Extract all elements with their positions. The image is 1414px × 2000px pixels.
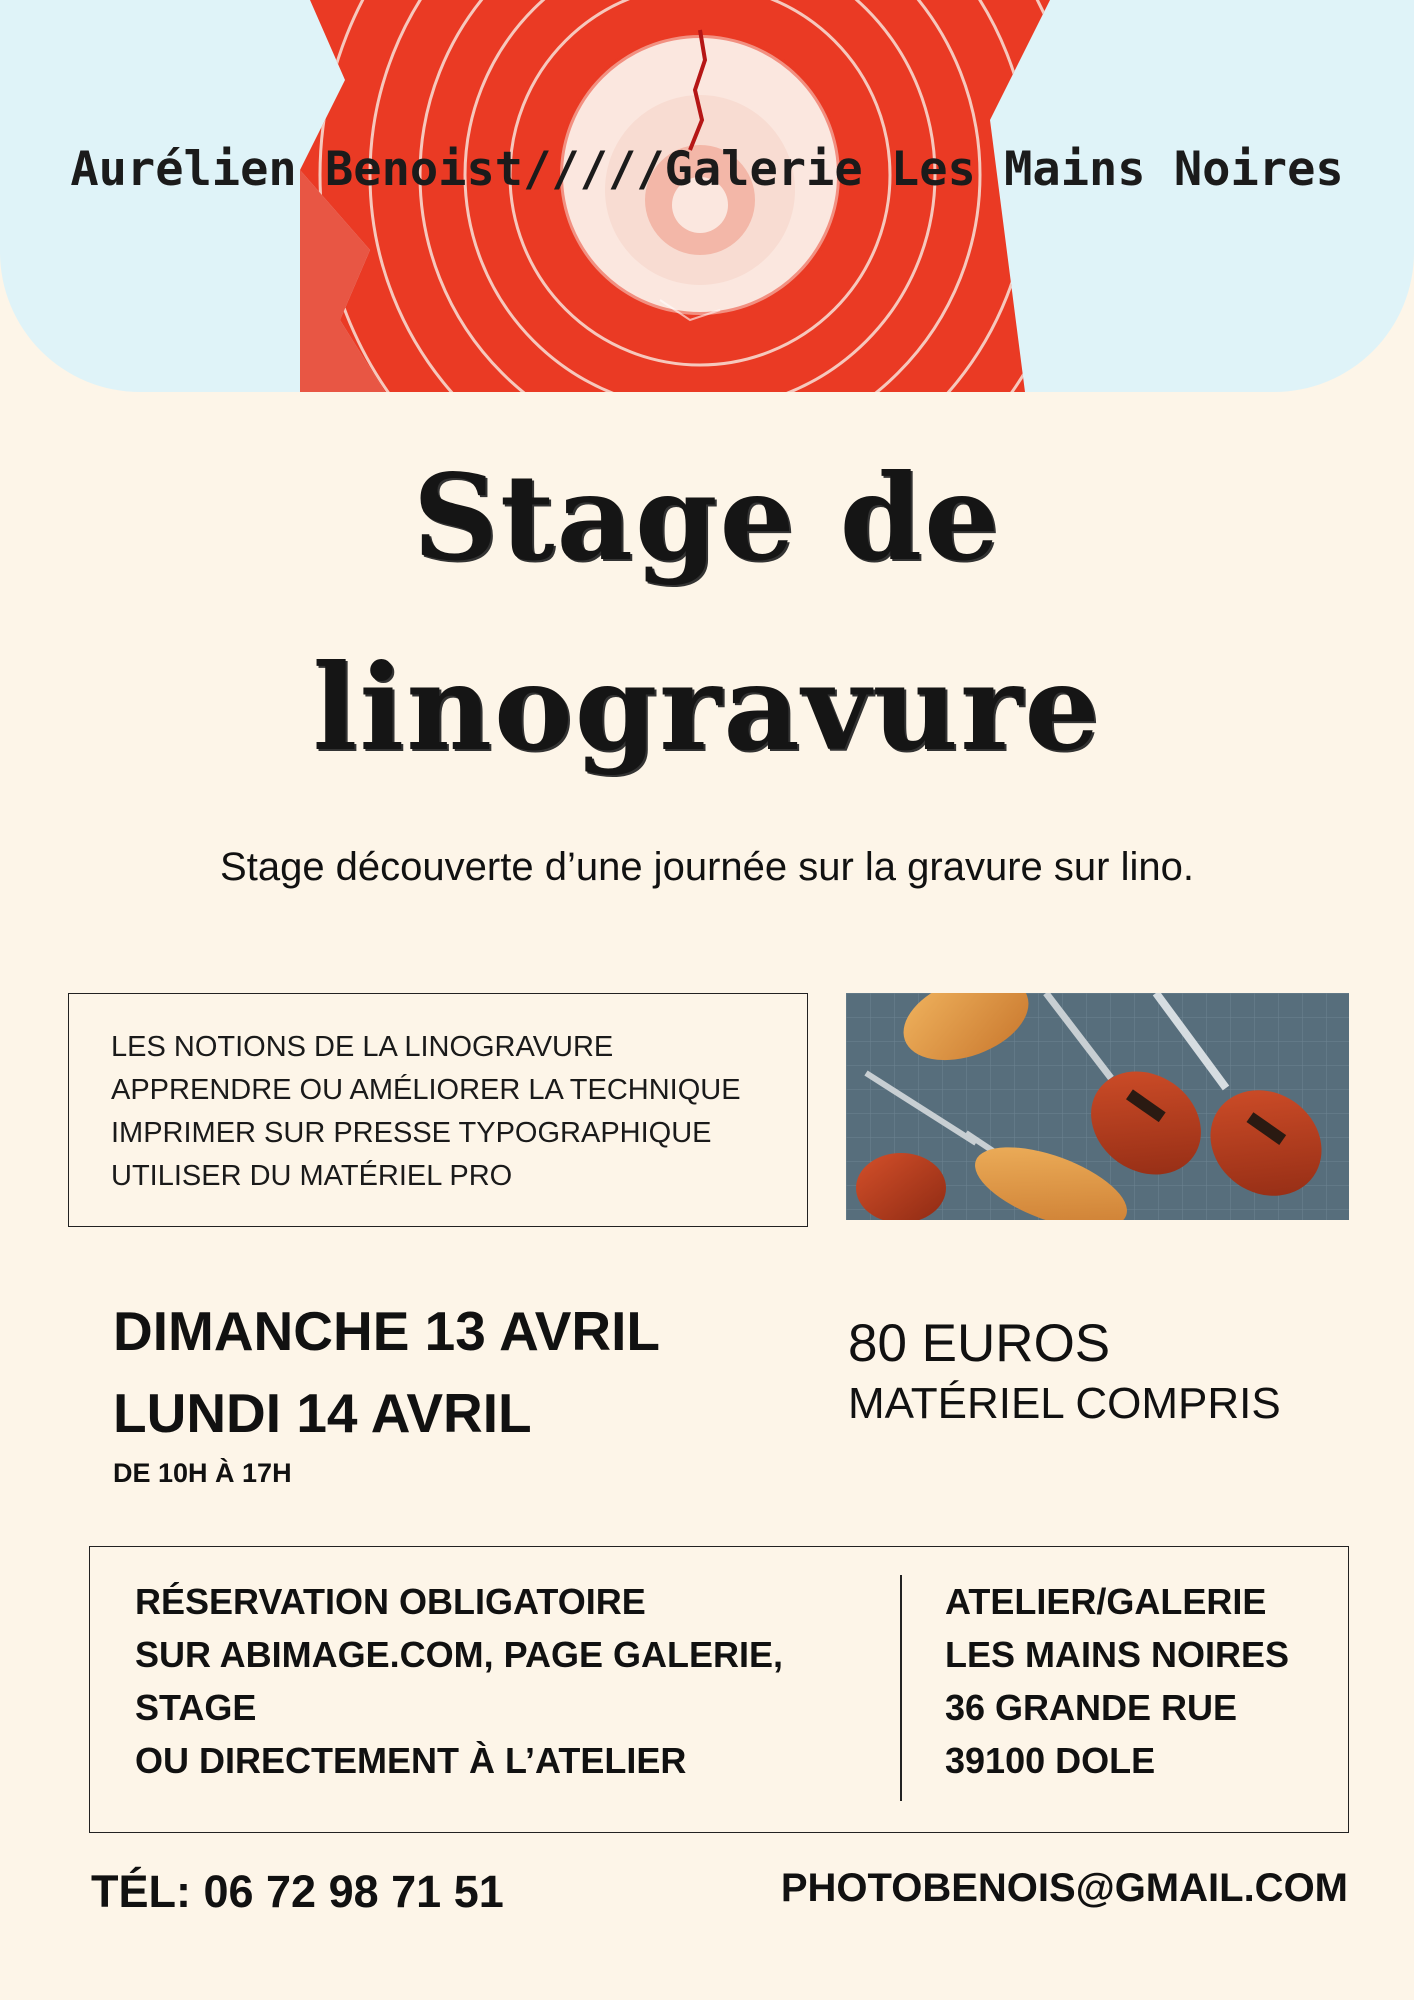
notion-item: UTILISER DU MATÉRIEL PRO [111, 1160, 513, 1192]
reservation-line: RÉSERVATION OBLIGATOIRE [135, 1581, 646, 1622]
hours: DE 10H À 17H [113, 1458, 292, 1488]
reservation-line: SUR ABIMAGE.COM, PAGE GALERIE, [135, 1634, 784, 1675]
email-address: PHOTOBENOIS@GMAIL.COM [780, 1866, 1348, 1910]
hero-banner [0, 0, 1414, 395]
price-note: MATÉRIEL COMPRIS [848, 1379, 1281, 1428]
hero-pill [0, 0, 1414, 392]
date-line-2: LUNDI 14 AVRIL [113, 1382, 532, 1444]
gouge-tools-photo [846, 993, 1349, 1220]
hero-title: Aurélien Benoist/////Galerie Les Mains Noires [70, 142, 1344, 197]
subtitle: Stage découverte d’une journée sur la gravure sur lino. [220, 845, 1194, 889]
date-line-1: DIMANCHE 13 AVRIL [113, 1300, 660, 1362]
address-line: 36 GRANDE RUE [945, 1687, 1238, 1728]
notion-item: IMPRIMER SUR PRESSE TYPOGRAPHIQUE [111, 1117, 712, 1149]
dates-block [113, 1290, 660, 1489]
address-info [945, 1575, 1289, 1787]
main-title-line-2: linogravure [312, 638, 1102, 777]
vertical-divider [900, 1575, 902, 1801]
address-line: ATELIER/GALERIE [945, 1581, 1267, 1622]
price-block [848, 1312, 1281, 1432]
notion-item: LES NOTIONS DE LA LINOGRAVURE [111, 1031, 614, 1063]
reservation-line: STAGE [135, 1687, 257, 1728]
notions-box [68, 993, 808, 1227]
address-line: LES MAINS NOIRES [945, 1634, 1290, 1675]
reservation-box [89, 1546, 1349, 1833]
address-line: 39100 DOLE [945, 1740, 1156, 1781]
price-amount: 80 EUROS [848, 1314, 1111, 1373]
main-title-line-1: Stage de [412, 448, 1002, 587]
notion-item: APPRENDRE OU AMÉLIORER LA TECHNIQUE [111, 1074, 741, 1106]
reservation-info [135, 1575, 783, 1787]
reservation-line: OU DIRECTEMENT À L’ATELIER [135, 1740, 687, 1781]
phone-number: TÉL: 06 72 98 71 51 [91, 1866, 504, 1917]
